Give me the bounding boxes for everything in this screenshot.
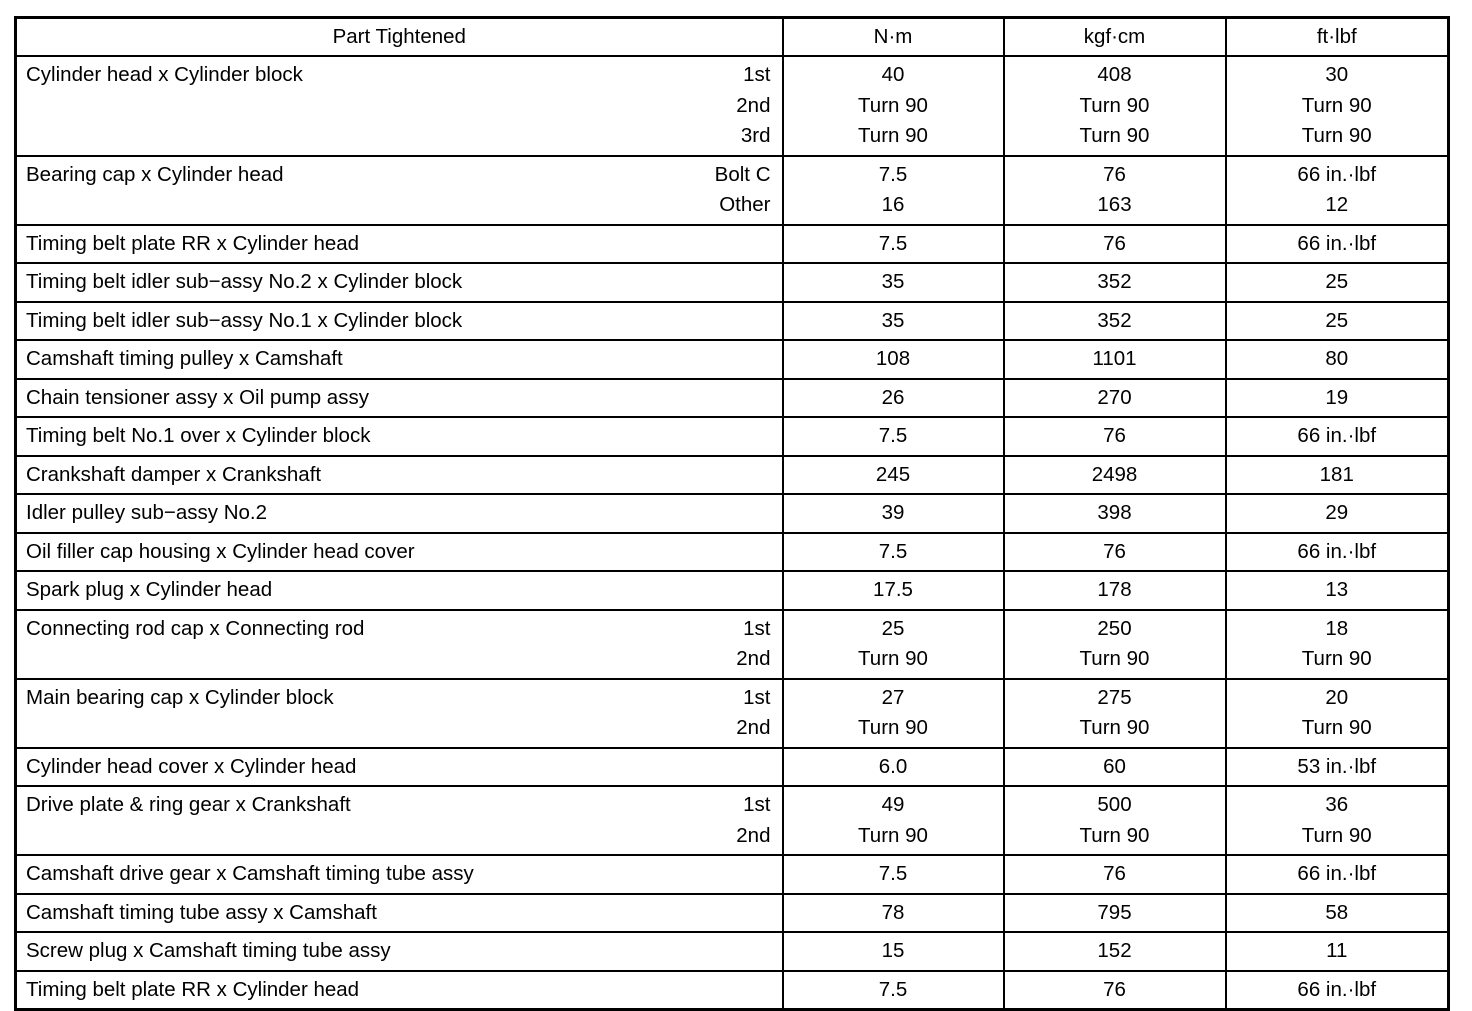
nm-value: 7.5 (878, 862, 908, 885)
table-row (16, 971, 1449, 1010)
kgf-cm-value: 1101 (1092, 347, 1137, 370)
nm-value: 15 (881, 939, 905, 962)
ft-lbf-value: Turn 90 (1301, 823, 1372, 847)
part-cell-content (26, 344, 771, 375)
kgf-cm-value: Turn 90 (1079, 124, 1150, 147)
kgf-cm-value: 76 (1103, 862, 1126, 885)
part-name: Timing belt plate RR x Cylinder head (26, 977, 360, 1001)
nm-value-cell (783, 971, 1004, 1010)
nm-value-cell (783, 302, 1004, 341)
part-name: Spark plug x Cylinder head (26, 578, 273, 601)
kgf-cm-value-cell (1004, 932, 1226, 971)
part-name: Timing belt idler sub−assy No.2 x Cylinder block (26, 270, 463, 293)
part-cell (16, 417, 783, 456)
kgf-cm-value-cell (1004, 679, 1226, 748)
nm-value: 7.5 (878, 539, 908, 563)
nm-value: Turn 90 (858, 93, 928, 117)
part-name: Drive plate & ring gear x Crankshaft (26, 793, 351, 816)
kgf-cm-value-cell (1004, 379, 1226, 418)
part-cell (16, 156, 783, 225)
nm-value-cell (783, 679, 1004, 748)
header-kgf-cm: kgf·cm (1004, 18, 1226, 57)
part-cell (16, 456, 783, 495)
nm-value: 7.5 (878, 424, 908, 447)
part-name: Crankshaft damper x Crankshaft (26, 462, 322, 486)
tightening-steps (736, 60, 770, 152)
part-cell-content (26, 60, 771, 152)
table-row (16, 302, 1449, 341)
part-cell (16, 894, 783, 933)
table-row (16, 610, 1449, 679)
nm-value-cell (783, 494, 1004, 533)
step-label: 1st (743, 63, 771, 86)
ft-lbf-value: 11 (1326, 939, 1348, 962)
nm-value-cell (783, 610, 1004, 679)
nm-value: 27 (881, 685, 905, 709)
nm-value: 7.5 (878, 977, 908, 1001)
kgf-cm-value-cell (1004, 533, 1226, 572)
ft-lbf-value: 66 in.·lbf (1297, 862, 1377, 885)
kgf-cm-value-cell (1004, 571, 1226, 610)
ft-lbf-value: 80 (1325, 347, 1349, 370)
part-cell (16, 302, 783, 341)
table-header (16, 18, 1449, 57)
part-name: Cylinder head x Cylinder block (26, 63, 303, 86)
nm-value: 35 (881, 308, 905, 332)
nm-value: 17.5 (873, 578, 913, 601)
step-label: 2nd (736, 716, 771, 739)
part-cell-content (26, 498, 771, 529)
part-cell-content (26, 790, 771, 851)
nm-value: Turn 90 (858, 716, 928, 739)
ft-lbf-value: 66 in.·lbf (1297, 977, 1377, 1001)
ft-lbf-value-cell (1226, 894, 1449, 933)
part-name: Oil filler cap housing x Cylinder head cover (26, 539, 415, 563)
part-name: Camshaft timing pulley x Camshaft (26, 347, 343, 370)
kgf-cm-value-cell (1004, 156, 1226, 225)
kgf-cm-value-cell (1004, 302, 1226, 341)
part-cell (16, 340, 783, 379)
table-row (16, 156, 1449, 225)
part-cell-content (26, 859, 771, 890)
kgf-cm-value-cell (1004, 610, 1226, 679)
part-cell (16, 855, 783, 894)
nm-value: 245 (875, 462, 911, 486)
table-body (16, 56, 1449, 1010)
nm-value-cell (783, 855, 1004, 894)
nm-value: 6.0 (878, 754, 908, 778)
torque-spec-page (14, 16, 1450, 1011)
kgf-cm-value-cell (1004, 417, 1226, 456)
part-cell-content (26, 936, 771, 967)
part-cell-content (26, 160, 771, 221)
step-label: Bolt C (714, 162, 771, 186)
part-name: Idler pulley sub−assy No.2 (26, 501, 268, 524)
kgf-cm-value: 76 (1103, 977, 1126, 1001)
table-row (16, 340, 1449, 379)
kgf-cm-value-cell (1004, 494, 1226, 533)
nm-value: 7.5 (878, 162, 908, 186)
ft-lbf-value: 66 in.·lbf (1297, 231, 1377, 255)
ft-lbf-value-cell (1226, 302, 1449, 341)
kgf-cm-value: 795 (1097, 900, 1132, 924)
kgf-cm-value: 76 (1103, 231, 1126, 255)
part-cell (16, 379, 783, 418)
part-cell (16, 932, 783, 971)
table-row (16, 263, 1449, 302)
kgf-cm-value: 408 (1097, 63, 1132, 86)
table-row (16, 533, 1449, 572)
ft-lbf-value: 58 (1325, 900, 1349, 924)
tightening-steps (736, 683, 770, 744)
part-cell-content (26, 229, 771, 260)
part-cell-content (26, 537, 771, 568)
part-name: Cylinder head cover x Cylinder head (26, 754, 357, 778)
ft-lbf-value-cell (1226, 263, 1449, 302)
ft-lbf-value-cell (1226, 571, 1449, 610)
part-name: Timing belt plate RR x Cylinder head (26, 231, 360, 255)
table-row (16, 894, 1449, 933)
part-cell (16, 263, 783, 302)
ft-lbf-value: 30 (1325, 63, 1349, 86)
table-row (16, 456, 1449, 495)
nm-value-cell (783, 786, 1004, 855)
kgf-cm-value: 2498 (1091, 462, 1138, 486)
part-cell-content (26, 683, 771, 744)
part-name: Main bearing cap x Cylinder block (26, 685, 334, 709)
part-cell-content (26, 752, 771, 783)
ft-lbf-value: 25 (1325, 270, 1349, 293)
ft-lbf-value-cell (1226, 748, 1449, 787)
nm-value: Turn 90 (858, 647, 928, 670)
nm-value: 108 (875, 347, 911, 370)
ft-lbf-value: Turn 90 (1301, 93, 1372, 117)
nm-value: 78 (881, 900, 905, 924)
kgf-cm-value: Turn 90 (1079, 93, 1150, 117)
kgf-cm-value-cell (1004, 225, 1226, 264)
kgf-cm-value: Turn 90 (1079, 823, 1150, 847)
ft-lbf-value-cell (1226, 417, 1449, 456)
nm-value-cell (783, 225, 1004, 264)
ft-lbf-value-cell (1226, 610, 1449, 679)
part-cell (16, 679, 783, 748)
ft-lbf-value-cell (1226, 456, 1449, 495)
step-label: 3rd (740, 124, 771, 147)
nm-value-cell (783, 156, 1004, 225)
header-ft-lbf: ft·lbf (1226, 18, 1449, 57)
ft-lbf-value: 13 (1325, 578, 1349, 601)
part-cell (16, 56, 783, 156)
kgf-cm-value: 270 (1097, 385, 1132, 409)
part-cell-content (26, 267, 771, 298)
step-label: Other (719, 193, 771, 216)
part-name: Screw plug x Camshaft timing tube assy (26, 939, 391, 962)
part-cell (16, 494, 783, 533)
part-cell (16, 748, 783, 787)
part-cell (16, 571, 783, 610)
step-label: 1st (743, 616, 771, 640)
ft-lbf-value: 20 (1325, 685, 1349, 709)
torque-spec-table (14, 16, 1450, 1011)
ft-lbf-value: 181 (1319, 462, 1354, 486)
ft-lbf-value: 66 in.·lbf (1297, 162, 1377, 186)
ft-lbf-value-cell (1226, 225, 1449, 264)
nm-value-cell (783, 456, 1004, 495)
ft-lbf-value: 53 in.·lbf (1297, 754, 1377, 778)
header-row (16, 18, 1449, 57)
kgf-cm-value: 163 (1097, 193, 1132, 216)
nm-value-cell (783, 56, 1004, 156)
table-row (16, 786, 1449, 855)
ft-lbf-value-cell (1226, 494, 1449, 533)
table-row (16, 379, 1449, 418)
table-row (16, 679, 1449, 748)
ft-lbf-value: 12 (1325, 193, 1349, 216)
nm-value: 25 (881, 616, 905, 640)
ft-lbf-value: Turn 90 (1301, 124, 1372, 147)
kgf-cm-value: 76 (1103, 539, 1126, 563)
tightening-steps (736, 790, 770, 851)
ft-lbf-value-cell (1226, 679, 1449, 748)
part-name: Connecting rod cap x Connecting rod (26, 616, 365, 640)
ft-lbf-value-cell (1226, 56, 1449, 156)
tightening-steps (715, 160, 771, 221)
part-cell-content (26, 421, 771, 452)
table-row (16, 494, 1449, 533)
part-cell-content (26, 306, 771, 337)
nm-value: 26 (881, 385, 905, 409)
nm-value-cell (783, 263, 1004, 302)
part-cell (16, 225, 783, 264)
nm-value: 49 (881, 793, 905, 816)
step-label: 1st (743, 685, 771, 709)
part-name: Timing belt No.1 over x Cylinder block (26, 424, 371, 447)
nm-value: 40 (881, 63, 905, 86)
header-part-tightened: Part Tightened (16, 18, 783, 57)
nm-value-cell (783, 571, 1004, 610)
ft-lbf-value: 66 in.·lbf (1297, 539, 1377, 563)
kgf-cm-value: 76 (1103, 162, 1126, 186)
ft-lbf-value: 19 (1325, 385, 1349, 409)
ft-lbf-value-cell (1226, 379, 1449, 418)
part-name: Bearing cap x Cylinder head (26, 162, 284, 186)
kgf-cm-value: 500 (1097, 793, 1132, 816)
step-label: 1st (743, 793, 771, 816)
part-name: Timing belt idler sub−assy No.1 x Cylinder block (26, 308, 463, 332)
nm-value-cell (783, 340, 1004, 379)
kgf-cm-value: Turn 90 (1079, 716, 1150, 739)
nm-value-cell (783, 533, 1004, 572)
nm-value: 39 (881, 501, 905, 524)
nm-value-cell (783, 417, 1004, 456)
table-row (16, 417, 1449, 456)
part-name: Chain tensioner assy x Oil pump assy (26, 385, 369, 409)
table-row (16, 932, 1449, 971)
kgf-cm-value: 352 (1097, 308, 1132, 332)
kgf-cm-value-cell (1004, 894, 1226, 933)
kgf-cm-value: 178 (1097, 578, 1132, 601)
ft-lbf-value-cell (1226, 932, 1449, 971)
kgf-cm-value: Turn 90 (1079, 647, 1150, 670)
ft-lbf-value: 36 (1325, 793, 1349, 816)
ft-lbf-value-cell (1226, 786, 1449, 855)
kgf-cm-value: 352 (1097, 270, 1132, 293)
part-cell-content (26, 614, 771, 675)
ft-lbf-value: 18 (1325, 616, 1349, 640)
kgf-cm-value: 60 (1103, 754, 1126, 778)
nm-value-cell (783, 379, 1004, 418)
nm-value-cell (783, 932, 1004, 971)
part-cell (16, 786, 783, 855)
table-row (16, 748, 1449, 787)
part-name: Camshaft timing tube assy x Camshaft (26, 900, 377, 924)
nm-value-cell (783, 894, 1004, 933)
kgf-cm-value-cell (1004, 340, 1226, 379)
part-name: Camshaft drive gear x Camshaft timing tube assy (26, 862, 474, 885)
part-cell-content (26, 975, 771, 1006)
part-cell-content (26, 575, 771, 606)
kgf-cm-value: 76 (1103, 424, 1126, 447)
nm-value: 16 (881, 193, 905, 216)
part-cell-content (26, 898, 771, 929)
ft-lbf-value-cell (1226, 855, 1449, 894)
ft-lbf-value: 66 in.·lbf (1297, 424, 1377, 447)
kgf-cm-value-cell (1004, 456, 1226, 495)
nm-value-cell (783, 748, 1004, 787)
part-cell (16, 971, 783, 1010)
kgf-cm-value: 250 (1097, 616, 1132, 640)
kgf-cm-value-cell (1004, 971, 1226, 1010)
step-label: 2nd (736, 823, 771, 847)
ft-lbf-value-cell (1226, 533, 1449, 572)
kgf-cm-value-cell (1004, 263, 1226, 302)
kgf-cm-value: 152 (1097, 939, 1132, 962)
part-cell (16, 610, 783, 679)
ft-lbf-value-cell (1226, 971, 1449, 1010)
kgf-cm-value-cell (1004, 855, 1226, 894)
table-row (16, 225, 1449, 264)
part-cell (16, 533, 783, 572)
kgf-cm-value: 275 (1097, 685, 1132, 709)
ft-lbf-value-cell (1226, 156, 1449, 225)
ft-lbf-value-cell (1226, 340, 1449, 379)
ft-lbf-value: Turn 90 (1301, 716, 1372, 739)
kgf-cm-value-cell (1004, 56, 1226, 156)
nm-value: Turn 90 (858, 124, 928, 147)
table-row (16, 855, 1449, 894)
kgf-cm-value: 398 (1097, 501, 1132, 524)
step-label: 2nd (736, 93, 771, 117)
ft-lbf-value: Turn 90 (1301, 647, 1372, 670)
step-label: 2nd (736, 647, 771, 670)
table-row (16, 56, 1449, 156)
nm-value: Turn 90 (858, 823, 928, 847)
part-cell-content (26, 460, 771, 491)
kgf-cm-value-cell (1004, 748, 1226, 787)
ft-lbf-value: 25 (1325, 308, 1349, 332)
ft-lbf-value: 29 (1325, 501, 1349, 524)
table-row (16, 571, 1449, 610)
kgf-cm-value-cell (1004, 786, 1226, 855)
nm-value: 35 (881, 270, 905, 293)
tightening-steps (736, 614, 770, 675)
part-cell-content (26, 383, 771, 414)
header-nm: N·m (783, 18, 1004, 57)
nm-value: 7.5 (878, 231, 908, 255)
